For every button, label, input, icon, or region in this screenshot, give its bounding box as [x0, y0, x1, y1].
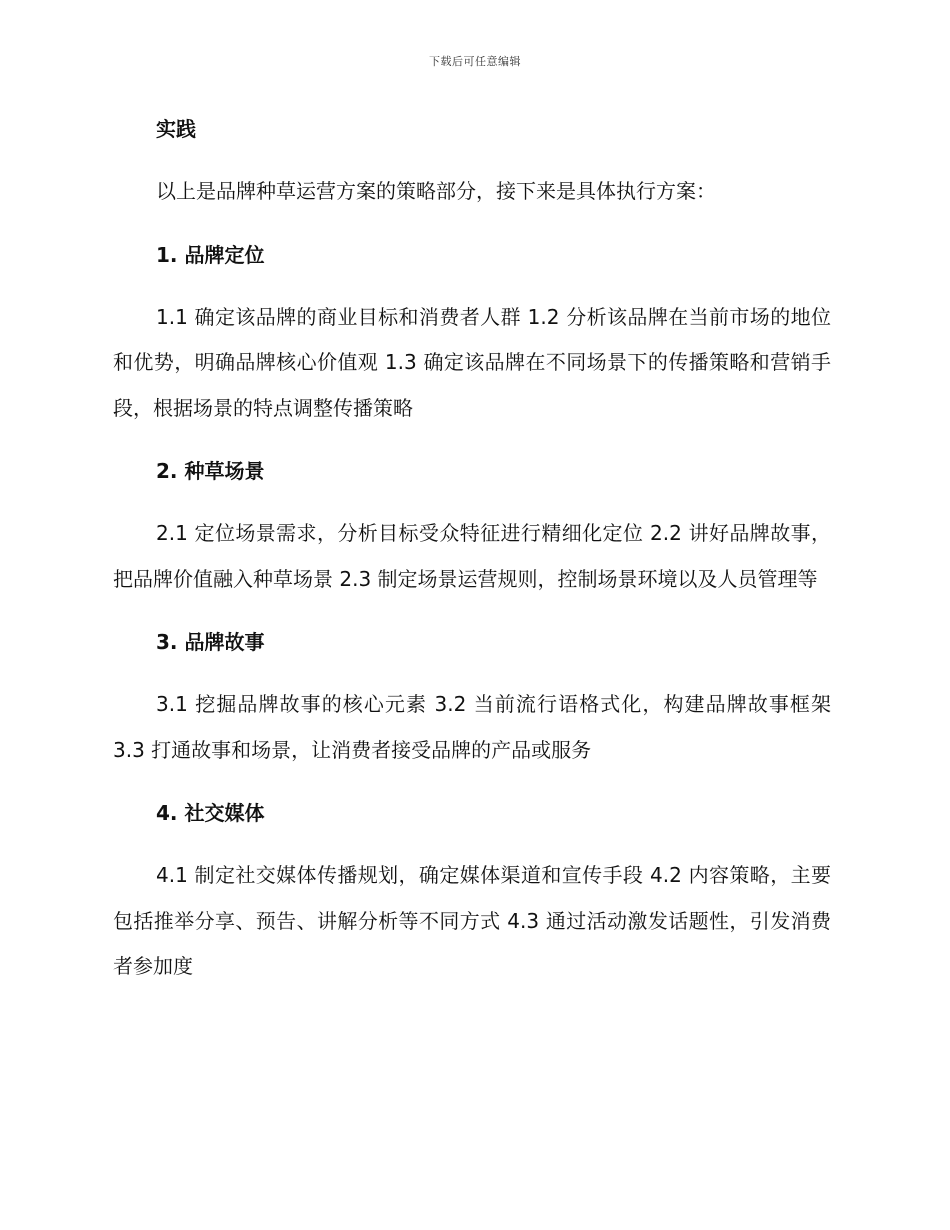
heading-social-media: 4. 社交媒体: [156, 801, 265, 825]
heading-brand-story: 3. 品牌故事: [156, 630, 265, 654]
paragraph-social-media: 4.1 制定社交媒体传播规划，确定媒体渠道和宣传手段 4.2 内容策略，主要包括推举分享、预告、讲解分析等不同方式 4.3 通过活动激发话题性，引发消费者参加度: [113, 863, 831, 978]
document-body: [113, 112, 831, 990]
heading-practice: 实践: [156, 117, 196, 141]
paragraph-brand-positioning: 1.1 确定该品牌的商业目标和消费者人群 1.2 分析该品牌在当前市场的地位和优势，明确品牌核心价值观 1.3 确定该品牌在不同场景下的传播策略和营销手段，根据场景的特点调整传播策略: [113, 304, 831, 420]
heading-brand-positioning: 1. 品牌定位: [156, 242, 265, 267]
paragraph-seeding-scenario: 2.1 定位场景需求，分析目标受众特征进行精细化定位 2.2 讲好品牌故事，把品牌价值融入种草场景 2.3 制定场景运营规则，控制场景环境以及人员管理等: [113, 521, 831, 591]
paragraph-intro: 以上是品牌种草运营方案的策略部分，接下来是具体执行方案：: [156, 179, 716, 203]
page-header-note: 下载后可任意编辑: [429, 55, 521, 68]
paragraph-brand-story: 3.1 挖掘品牌故事的核心元素 3.2 当前流行语格式化，构建品牌故事框架 3.3 打通故事和场景，让消费者接受品牌的产品或服务: [113, 692, 831, 762]
heading-seeding-scenario: 2. 种草场景: [156, 459, 265, 483]
